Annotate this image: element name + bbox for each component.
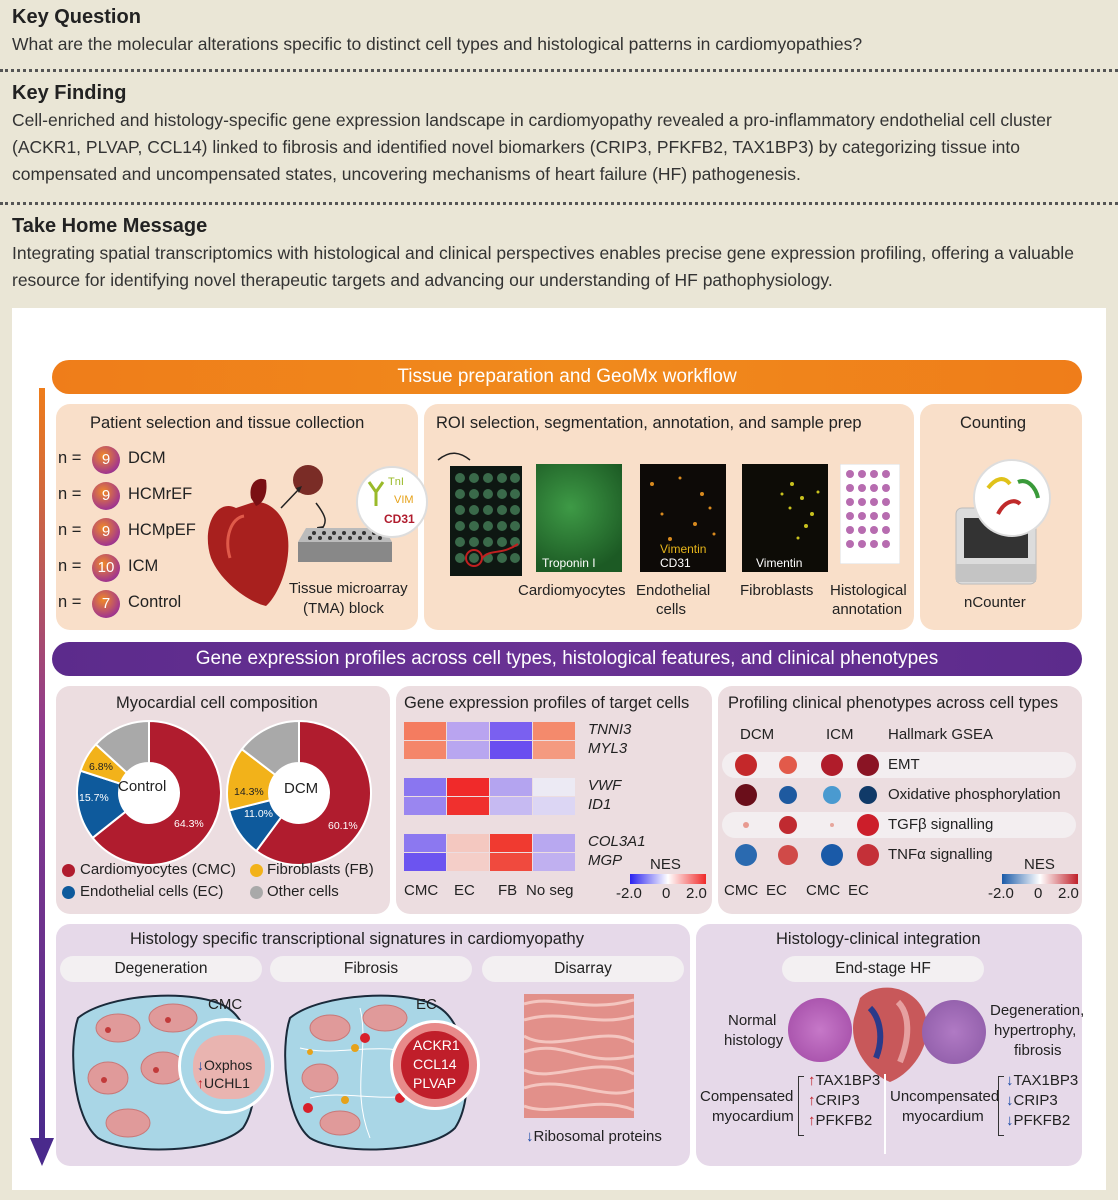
gsea-colorbar: [1002, 874, 1078, 884]
heatmap-cell: [533, 834, 575, 852]
compensated-label-2: myocardium: [712, 1108, 794, 1125]
gsea-row-label: TNFα signalling: [888, 846, 993, 863]
histological-label-2: annotation: [832, 601, 903, 618]
histological-label-1: Histological: [830, 582, 907, 599]
gsea-dot: [743, 822, 749, 828]
gsea-dot: [859, 786, 877, 804]
heatmap-cell: [404, 834, 446, 852]
tma-label-2: (TMA) block: [303, 600, 384, 617]
composition-title: Myocardial cell composition: [116, 694, 318, 712]
heatmap-cell: [490, 722, 532, 740]
clinical-icm-label: ICM: [826, 726, 854, 743]
tab-degeneration: Degeneration: [60, 956, 262, 982]
col-label: CMC: [404, 882, 439, 899]
gsea-dot: [735, 784, 757, 806]
gene-label: MGP: [588, 852, 623, 869]
legend-ec-dot: [62, 886, 75, 899]
gsea-dot: [830, 823, 834, 827]
gsea-row-label: TGFβ signalling: [888, 816, 994, 833]
gsea-col-label: CMC: [806, 882, 841, 899]
gsea-dot-plot: [720, 748, 890, 878]
heatmap-group-1: [404, 722, 574, 758]
legend-fb-dot: [250, 864, 263, 877]
dcm-label: DCM: [284, 780, 319, 797]
counting-title: Counting: [960, 414, 1027, 432]
gsea-dot: [857, 814, 879, 836]
heatmap-cell: [533, 778, 575, 796]
oxphos-label: ↓Oxphos: [197, 1057, 253, 1073]
workflow-banner: Tissue preparation and GeoMx workflow: [52, 360, 1082, 394]
group-name: ICM: [128, 557, 159, 575]
gsea-col-label: EC: [766, 882, 787, 899]
heatmap-cell: [490, 741, 532, 759]
heatmap-cell: [447, 778, 489, 796]
bracket-icon: [998, 1076, 1004, 1136]
ccl14-label: CCL14: [413, 1056, 457, 1072]
patient-title: Patient selection and tissue collection: [90, 414, 365, 432]
heatmap-cell: [490, 778, 532, 796]
uchl1-label: ↑UCHL1: [197, 1075, 250, 1091]
histology-title: Histology specific transcriptional signatures in cardiomyopathy: [130, 930, 584, 948]
degen-label-3: fibrosis: [1014, 1042, 1062, 1059]
graphical-abstract: Tissue preparation and GeoMx workflow Patient selection and tissue collection ROI selection, segmentation, annotation, and sample prep Counting n = 9 DCM n = 9 HCMrEF n = 9 HCMpEF n = 10 ICM n = 7 Control Tissue microarray (TMA) block TnI VIM CD31 Troponin I Vimentin CD31 Vimentin Cardiomyocytes Endothelial cells Fibroblasts Histological annotation nCounter Gene expression profiles across cell types, histological features, and clinical phenotypes Myocardial cell composition Gene expression profiles of target cells Profiling clinical phenotypes across cell types Control 64.3% 15.7% 6.8% DCM 60.1% 14.3% 11.0% Cardiomyocytes (CMC) Fibroblasts (FB) Endothelial cells (EC) Other cells TNNI3 MYL3 VWF ID1 COL3A1 MGP CMC EC FB No seg NES -2.0 0 2.0 DCM ICM Hallmark GSEA EMT Oxidative phosphorylation TGFβ signalling TNFα signalling CMC EC CMC EC NES -2.0 0 2.0 Histology specific transcriptional signatures in cardiomyopathy Histology-clinical integration Degeneration Fibrosis Disarray End-stage HF ↓Oxphos ↑UCHL1 CMC ACKR1 CCL14 PLVAP EC ↓Ribosomal proteins Normal histology Degeneration, hypertrophy, fibrosis Compensated myocardium ↑TAX1BP3 ↑CRIP3 ↑PFKFB2 Uncompensated myocardium ↓TAX1BP3 ↓CRIP3 ↓PFKFB2: [12, 308, 1106, 1190]
comp-gene: ↑CRIP3: [808, 1092, 860, 1109]
gsea-dot: [779, 816, 797, 834]
uncomp-gene: ↓CRIP3: [1006, 1092, 1058, 1109]
gene-label: TNNI3: [588, 721, 632, 738]
plvap-label: PLVAP: [413, 1075, 457, 1091]
col-label: No seg: [526, 882, 574, 899]
disarray-illustration: [524, 994, 634, 1118]
gsea-dot: [779, 756, 797, 774]
histology-slide-icon: [840, 464, 900, 564]
troponin-label: Troponin I: [542, 556, 596, 570]
gsea-nes-label: NES: [1024, 856, 1055, 873]
ribosomal-label: ↓Ribosomal proteins: [526, 1128, 662, 1145]
key-question-text: What are the molecular alterations specific to distinct cell types and histological patterns in cardiomyopathies?: [12, 34, 863, 54]
take-home-line1: Integrating spatial transcriptomics with histological and clinical perspectives enables precise gene expression profiling, offering a valuable: [12, 243, 1074, 263]
col-label: FB: [498, 882, 518, 899]
fibroblasts-label: Fibroblasts: [740, 582, 814, 599]
degen-label-1: Degeneration,: [990, 1002, 1085, 1019]
vimentin2-label: Vimentin: [756, 556, 803, 570]
heatmap-cell: [404, 741, 446, 759]
uncomp-gene: ↓TAX1BP3: [1006, 1072, 1079, 1089]
gsea-dot: [823, 786, 841, 804]
ackr1-label: ACKR1: [413, 1037, 460, 1053]
marker-circle: [356, 466, 428, 538]
heatmap-cell: [447, 834, 489, 852]
divider: [0, 69, 1118, 72]
uncompensated-label-1: Uncompensated: [890, 1088, 1000, 1105]
cmc-label: CMC: [208, 996, 243, 1013]
divider: [0, 202, 1118, 205]
uncompensated-label-2: myocardium: [902, 1108, 984, 1125]
count-badge: 7: [92, 590, 120, 618]
take-home-line2: resource for identifying novel therapeutic targets and advancing our understanding of HF pathophysiology.: [12, 270, 833, 290]
comp-gene: ↑PFKFB2: [808, 1112, 873, 1129]
degenerated-histology-image: [922, 1000, 986, 1064]
heatmap-cell: [404, 722, 446, 740]
count-badge: 9: [92, 446, 120, 474]
gsea-max: 2.0: [1058, 885, 1079, 902]
ncounter-icon: [948, 458, 1058, 594]
ec-label: EC: [416, 996, 437, 1013]
control-label: Control: [118, 778, 167, 795]
vertical-arrow-icon: [30, 388, 54, 1168]
comp-gene: ↑TAX1BP3: [808, 1072, 881, 1089]
heatmap-cell: [404, 797, 446, 815]
gsea-dot: [857, 844, 879, 866]
dcm-ec-pct: 11.0%: [244, 808, 273, 820]
compensated-label-1: Compensated: [700, 1088, 794, 1105]
key-finding-line2: (ACKR1, PLVAP, CCL14) linked to fibrosis and identified novel biomarkers (CRIP3, PFKFB2, TAX1BP3) by categorizing tissue into: [12, 137, 1021, 157]
key-question-heading: Key Question: [12, 6, 141, 28]
gene-label: MYL3: [588, 740, 628, 757]
degen-label-2: hypertrophy,: [994, 1022, 1077, 1039]
marker-cd31: CD31: [384, 512, 415, 526]
clinical-dcm-label: DCM: [740, 726, 775, 743]
gene-label: COL3A1: [588, 833, 646, 850]
gsea-col-label: CMC: [724, 882, 759, 899]
key-finding-line3: compensated and uncompensated states, uncovering mechanisms of heart failure (HF) pathogenesis.: [12, 164, 801, 184]
gsea-dot: [735, 844, 757, 866]
heatmap-cell: [533, 797, 575, 815]
clinical-title: Profiling clinical phenotypes across cell types: [728, 694, 1059, 712]
gsea-row-label: EMT: [888, 756, 920, 773]
vimentin-label: Vimentin: [660, 542, 707, 556]
heatmap-group-2: [404, 778, 574, 814]
roi-title: ROI selection, segmentation, annotation, and sample prep: [436, 414, 862, 432]
group-name: HCMrEF: [128, 485, 193, 503]
troponin-image: [536, 464, 622, 572]
gene-label: VWF: [588, 777, 622, 794]
key-finding-block: [12, 82, 1106, 188]
cardiomyocytes-label: Cardiomyocytes: [518, 582, 626, 599]
cd31-label: CD31: [660, 556, 691, 570]
group-name: HCMpEF: [128, 521, 196, 539]
endothelial-label-2: cells: [656, 601, 687, 618]
nes-max: 2.0: [686, 885, 707, 902]
heatmap-cell: [533, 722, 575, 740]
fibrosis-zoom-circle: [390, 1020, 480, 1110]
take-home-heading: Take Home Message: [12, 215, 208, 237]
gsea-dot: [735, 754, 757, 776]
gsea-dot: [779, 786, 797, 804]
control-fb-pct: 6.8%: [89, 761, 113, 773]
heatmap-cell: [533, 853, 575, 871]
endothelial-image: [640, 464, 726, 572]
marker-vim: VIM: [394, 494, 414, 506]
integration-divider: [884, 1074, 886, 1154]
heatmap-group-3: [404, 834, 574, 870]
legend-fb: Fibroblasts (FB): [267, 861, 374, 878]
heatmap-cell: [404, 853, 446, 871]
heatmap-cell: [447, 853, 489, 871]
control-ec-pct: 15.7%: [79, 792, 109, 804]
uncomp-gene: ↓PFKFB2: [1006, 1112, 1071, 1129]
gsea-dot: [857, 754, 879, 776]
legend-ec: Endothelial cells (EC): [80, 883, 224, 900]
endothelial-label-1: Endothelial: [636, 582, 711, 599]
key-question-block: [12, 6, 1106, 58]
profiles-banner: Gene expression profiles across cell types, histological features, and clinical phenotypes: [52, 642, 1082, 676]
nes-min: -2.0: [616, 885, 642, 902]
heatmap-cell: [490, 797, 532, 815]
nes-colorbar: [630, 874, 706, 884]
gsea-row-label: Oxidative phosphorylation: [888, 786, 1061, 803]
col-label: EC: [454, 882, 475, 899]
group-name: Control: [128, 593, 182, 611]
legend-other: Other cells: [267, 883, 339, 900]
ncounter-label: nCounter: [964, 594, 1026, 611]
control-cmc-pct: 64.3%: [174, 818, 204, 830]
legend-other-dot: [250, 886, 263, 899]
count-badge: 9: [92, 518, 120, 546]
nes-label: NES: [650, 856, 681, 873]
key-finding-line1: Cell-enriched and histology-specific gene expression landscape in cardiomyopathy revealed a pro-inflammatory endothelial cell cluster: [12, 110, 1052, 130]
gsea-min: -2.0: [988, 885, 1014, 902]
tma-label-1: Tissue microarray: [289, 580, 408, 597]
count-badge: 9: [92, 482, 120, 510]
nes-mid: 0: [662, 885, 671, 902]
legend-cmc: Cardiomyocytes (CMC): [80, 861, 236, 878]
heatmap-cell: [533, 741, 575, 759]
target-title: Gene expression profiles of target cells: [404, 694, 690, 712]
hallmark-label: Hallmark GSEA: [888, 726, 994, 743]
normal-label-1: Normal: [728, 1012, 777, 1029]
bracket-icon: [798, 1076, 804, 1136]
heatmap-cell: [447, 741, 489, 759]
end-stage-hf-pill: End-stage HF: [782, 956, 984, 982]
roi-slide-image: [430, 448, 526, 578]
heatmap-cell: [404, 778, 446, 796]
group-name: DCM: [128, 449, 166, 467]
heatmap-cell: [447, 722, 489, 740]
degeneration-zoom-circle: [178, 1018, 274, 1114]
gsea-col-label: EC: [848, 882, 869, 899]
heatmap-cell: [490, 853, 532, 871]
gsea-dot: [778, 845, 798, 865]
dcm-fb-pct: 14.3%: [234, 786, 264, 798]
heatmap-cell: [447, 797, 489, 815]
fibroblast-image: [742, 464, 828, 572]
tab-disarray: Disarray: [482, 956, 684, 982]
marker-tni: TnI: [388, 476, 404, 488]
key-finding-heading: Key Finding: [12, 82, 127, 104]
gsea-mid: 0: [1034, 885, 1043, 902]
legend-cmc-dot: [62, 864, 75, 877]
gene-label: ID1: [588, 796, 612, 813]
tab-fibrosis: Fibrosis: [270, 956, 472, 982]
take-home-block: [12, 215, 1106, 294]
heatmap-cell: [490, 834, 532, 852]
gsea-dot: [821, 754, 843, 776]
normal-label-2: histology: [724, 1032, 784, 1049]
count-badge: 10: [92, 554, 120, 582]
integration-title: Histology-clinical integration: [776, 930, 981, 948]
gsea-dot: [821, 844, 843, 866]
dcm-cmc-pct: 60.1%: [328, 820, 358, 832]
